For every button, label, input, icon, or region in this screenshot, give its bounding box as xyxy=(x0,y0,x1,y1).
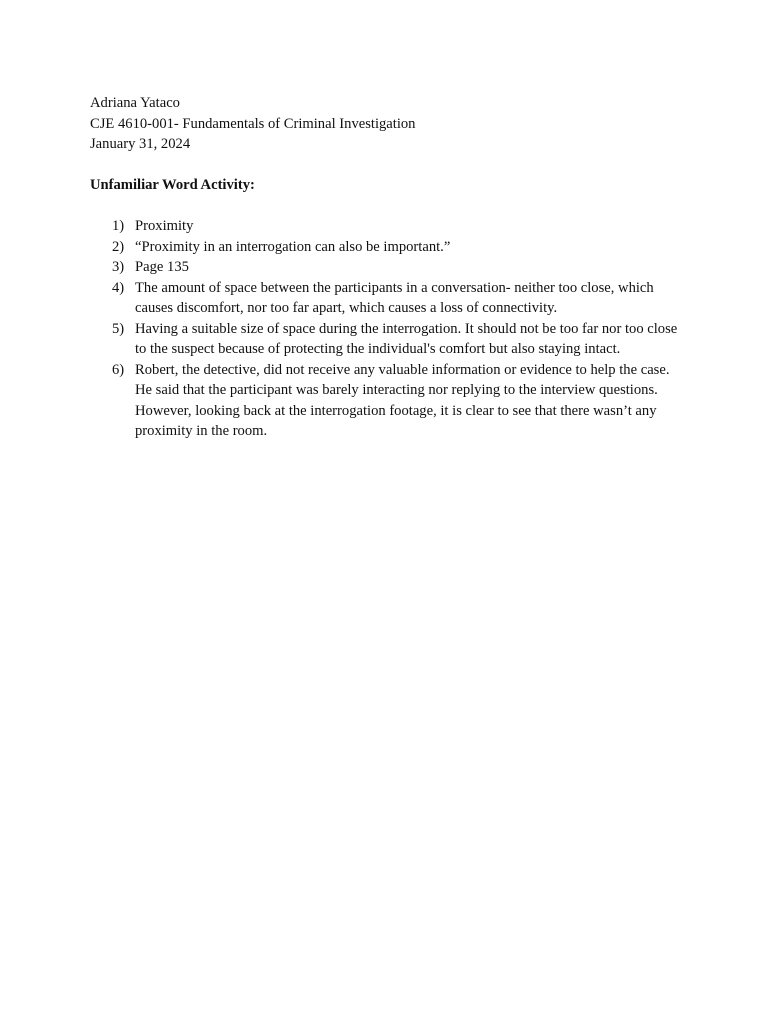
list-item xyxy=(90,278,690,319)
list-item-number: 3) xyxy=(112,259,125,275)
author-name: Adriana Yataco xyxy=(90,95,180,111)
section-title: Unfamiliar Word Activity: xyxy=(90,177,255,193)
document-date: January 31, 2024 xyxy=(90,136,191,152)
list-item xyxy=(90,319,690,360)
list-item-number: 2) xyxy=(112,238,125,255)
list-item xyxy=(90,237,690,258)
list-item-text: Proximity xyxy=(135,218,194,234)
list-item-text: “Proximity in an interrogation can also be important.” xyxy=(135,238,451,255)
list-item-number: 6) xyxy=(112,361,125,378)
list-item-text: Page 135 xyxy=(135,259,189,275)
list-item-text: Having a suitable size of space during the interrogation. It should not be too far nor too close to the suspect because of protecting the individual's comfort but also staying intact. xyxy=(135,320,678,357)
list-item-number: 5) xyxy=(112,320,125,337)
list-item-number: 1) xyxy=(112,218,125,234)
list-item xyxy=(90,257,690,278)
list-item-number: 4) xyxy=(112,279,125,296)
list-item xyxy=(90,216,690,237)
list-item xyxy=(90,360,690,442)
numbered-list xyxy=(90,216,690,442)
document-page xyxy=(90,93,690,442)
list-item-text: The amount of space between the participants in a conversation- neither too close, which causes discomfort, nor too far apart, which causes a loss of connectivity. xyxy=(135,279,654,316)
list-item-text: Robert, the detective, did not receive any valuable information or evidence to help the case. He said that the participant was barely interacting nor replying to the interview questions. However, looking back at the interrogation footage, it is clear to see that there wasn’t any proximity in the room. xyxy=(135,361,670,439)
course-title: CJE 4610-001- Fundamentals of Criminal Investigation xyxy=(90,115,416,132)
